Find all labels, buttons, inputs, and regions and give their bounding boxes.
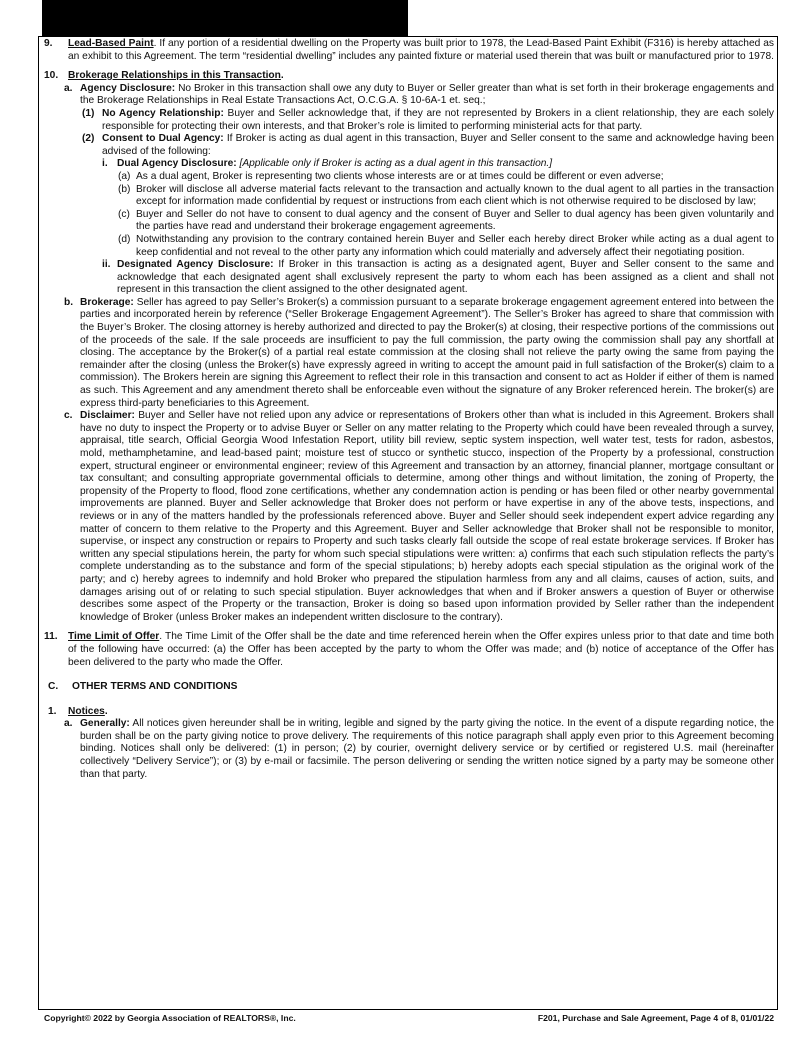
list-item: (c) Buyer and Seller do not have to consent to dual agency and the consent of Buyer and Seller to dual agency has been given voluntarily and the parties have read and understand their brokerage engagement agreements. <box>118 208 774 233</box>
section-9 <box>44 38 774 63</box>
paragraph-10a-1: (1) No Agency Relationship: Buyer and Seller acknowledge that, if they are not represented by Brokers in a client relationship, they are each solely responsible for protecting their own interests, and that Broker’s role is limited to performing ministerial acts for that party. <box>82 107 774 132</box>
list-item: (a) As a dual agent, Broker is representing two clients whose interests are or at times could be different or even adverse; <box>118 170 664 182</box>
paragraph-label: Brokerage: <box>80 296 134 308</box>
paragraph-10c: c. Disclaimer: Buyer and Seller have not relied upon any advice or representations of Brokers other than what is included in this Agreement. Brokers shall have no duty to inspect the Property or to advise Buyer or Seller on any matter relating to the Property which could have been revealed through a survey, appraisal, title search, Official Georgia Wood Infestation Report, utility bill review, septic system inspection, well water test, tests for radon, asbestos, mold, methamphetamine, and lead-based paint; moisture test of stucco or synthetic stucco, inspection of the Property by a professional, construction expert, structural engineer or environmental engineer; review of this Agreement and transaction by an attorney, financial planner, mortgage consultant or tax consultant; and consulting appropriate governmental officials to determine, among other things and without limitation, the zoning of Property, the propensity of the Property to flood, flood zone certifications, whether any condemnation action is pending or has been filed or other nearby governmental improvements are planned. Buyer and Seller acknowledge that Broker does not perform or have expertise in any of the above tests, inspections, and reviews or in any of the matters handled by the professionals referenced above. Buyer and Seller should seek independent expert advice regarding any matter of concern to them relative to the Property and this Agreement. Buyer and Seller acknowledge that Broker shall not be responsible to monitor, supervise, or inspect any construction or repairs to Property and such tasks clearly fall outside the scope of real estate brokerage services. If Broker has written any special stipulations herein, the party for whom such special stipulations were written: a) confirms that each such stipulation reflects the party’s complete understanding as to the substance and form of the special stipulations; b) hereby adopts each special stipulation as the original work of the party; and c) hereby agrees to indemnify and hold Broker who prepared the stipulation harmless from any and all claims, causes of action, suits, and damages arising out of or relating to such special stipulation. Buyer acknowledges that when and if Broker answers a question of Buyer or otherwise describes some aspect of the Property or the transaction, Broker is doing so based upon information provided by Seller rather than the independent knowledge of Broker (unless Broker makes an independent written disclosure to the contrary). <box>64 410 774 623</box>
paragraph-10a-2-ii: ii. Designated Agency Disclosure: If Broker in this transaction is acting as a designated agent, Buyer and Seller consent to the same and acknowledge that each designated agent shall exclusively represent the party to whom each has been assigned as a client and shall not represent in this transaction the client assigned to the other designated agent. <box>102 259 775 296</box>
document-body <box>44 38 774 781</box>
paragraph-10a-2: (2) Consent to Dual Agency: If Broker is acting as dual agent in this transaction, Buyer and Seller consent to the same and acknowledge having been advised of the following: <box>82 133 774 157</box>
section-number: 9. <box>44 38 53 49</box>
form-page-info: F201, Purchase and Sale Agreement, Page 4 of 8, 01/01/22 <box>537 1013 774 1023</box>
list-item: (b) Broker will disclose all adverse material facts relevant to the transaction and actually known to the dual agent to all parties in the transaction except for information made confidential by request or instructions from each client which is not otherwise required to be disclosed by law; <box>118 183 774 208</box>
paragraph-label: Designated Agency Disclosure: <box>117 259 274 271</box>
redaction-bar <box>42 0 408 36</box>
section-title: Time Limit of Offer <box>68 631 160 643</box>
section-number: 10. <box>44 70 59 82</box>
paragraph-label: Dual Agency Disclosure: <box>117 158 237 170</box>
paragraph-c1a: a. Generally: All notices given hereunder shall be in writing, legible and signed by the party giving the notice. In the event of a dispute regarding notice, the burden shall be on the party giving notice to prove delivery. The requirements of this notice paragraph shall apply even prior to this Agreement becoming binding. Notices shall only be delivered: (1) in person; (2) by courier, overnight delivery service or by certified or registered U.S. mail (hereinafter collectively “Delivery Service”); or (3) by e-mail or facsimile. The person delivering or sending the written notice signed by a party may be someone other than that party. <box>64 718 774 780</box>
paragraph-label: Consent to Dual Agency: <box>102 133 224 145</box>
paragraph-label: Agency Disclosure: <box>80 82 176 94</box>
section-c1: 1. Notices. <box>48 705 108 717</box>
page-footer <box>44 1013 774 1023</box>
paragraph-10a-2-i: i. Dual Agency Disclosure: [Applicable only if Broker is acting as a dual agent in this transaction.] <box>102 158 553 170</box>
section-text: . If any portion of a residential dwelling on the Property was built prior to 1978, the Lead-Based Paint Exhibit (F316) is hereby attached as an exhibit to this Agreement. The term “residential dwelling” includes any painted fixture or material used therein that was built or manufactured prior to 1978. <box>68 38 774 62</box>
section-number: 1. <box>48 705 57 717</box>
section-title: Brokerage Relationships in this Transaction <box>68 70 281 82</box>
paragraph-label: No Agency Relationship: <box>102 107 224 119</box>
section-10: 10. Brokerage Relationships in this Transaction. <box>44 70 284 82</box>
section-title: Notices <box>68 705 105 717</box>
section-number: 11. <box>44 631 58 643</box>
section-title: Lead-Based Paint <box>68 38 154 49</box>
paragraph-10b: b. Brokerage: Seller has agreed to pay Seller’s Broker(s) a commission pursuant to a separate brokerage engagement agreement entered into between the parties and incorporated herein by reference (“Seller Brokerage Engagement Agreement”). The Seller’s Broker has agreed to share that commission with the Buyer’s Broker. The closing attorney is hereby authorized and directed to pay the Broker(s) at closing, their respective portions of the commissions out of the proceeds of the sale. If the sale proceeds are insufficient to pay the full commission, the party owing the commission shall pay any shortfall at closing. The acceptance by the Broker(s) of a partial real estate commission at the closing shall not relieve the party owing the same from paying the remainder after the closing (unless the Broker(s) have expressly agreed in writing to accept the amount paid in full satisfaction of the Broker(s) claim to a commission). The Brokers herein are signing this Agreement to reflect their role in this transaction and consent to act as Holder if either of them is named as such. This Agreement and any amendment thereto shall be enforceable even without the signature of any Broker referenced herein. The broker(s) are express third-party beneficiaries to this Agreement. <box>64 296 774 409</box>
copyright-text: Copyright© 2022 by Georgia Association of REALTORS®, Inc. <box>44 1013 296 1023</box>
paragraph-10a: a. Agency Disclosure: No Broker in this transaction shall owe any duty to Buyer or Seller greater than what is set forth in their brokerage engagements and the Brokerage Relationships in Real Estate Transactions Act, O.C.G.A. § 10-6A-1 et. seq.; <box>64 82 775 107</box>
section-11: 11. Time Limit of Offer. The Time Limit of the Offer shall be the date and time referenced herein when the Offer expires unless prior to that date and time both of the following have occurred: (a) the Offer has been accepted by the party to whom the Offer was made; and (b) notice of acceptance of the Offer has been delivered to the party who made the Offer. <box>44 631 774 668</box>
list-item: (d) Notwithstanding any provision to the contrary contained herein Buyer and Seller each hereby direct Broker while acting as a dual agent to keep confidential and not reveal to the other party any information which could materially and adversely affect their negotiating position. <box>118 233 774 258</box>
paragraph-label: Generally: <box>80 718 130 730</box>
paragraph-label: Disclaimer: <box>80 410 135 422</box>
section-c-heading: C. OTHER TERMS AND CONDITIONS <box>48 681 238 693</box>
